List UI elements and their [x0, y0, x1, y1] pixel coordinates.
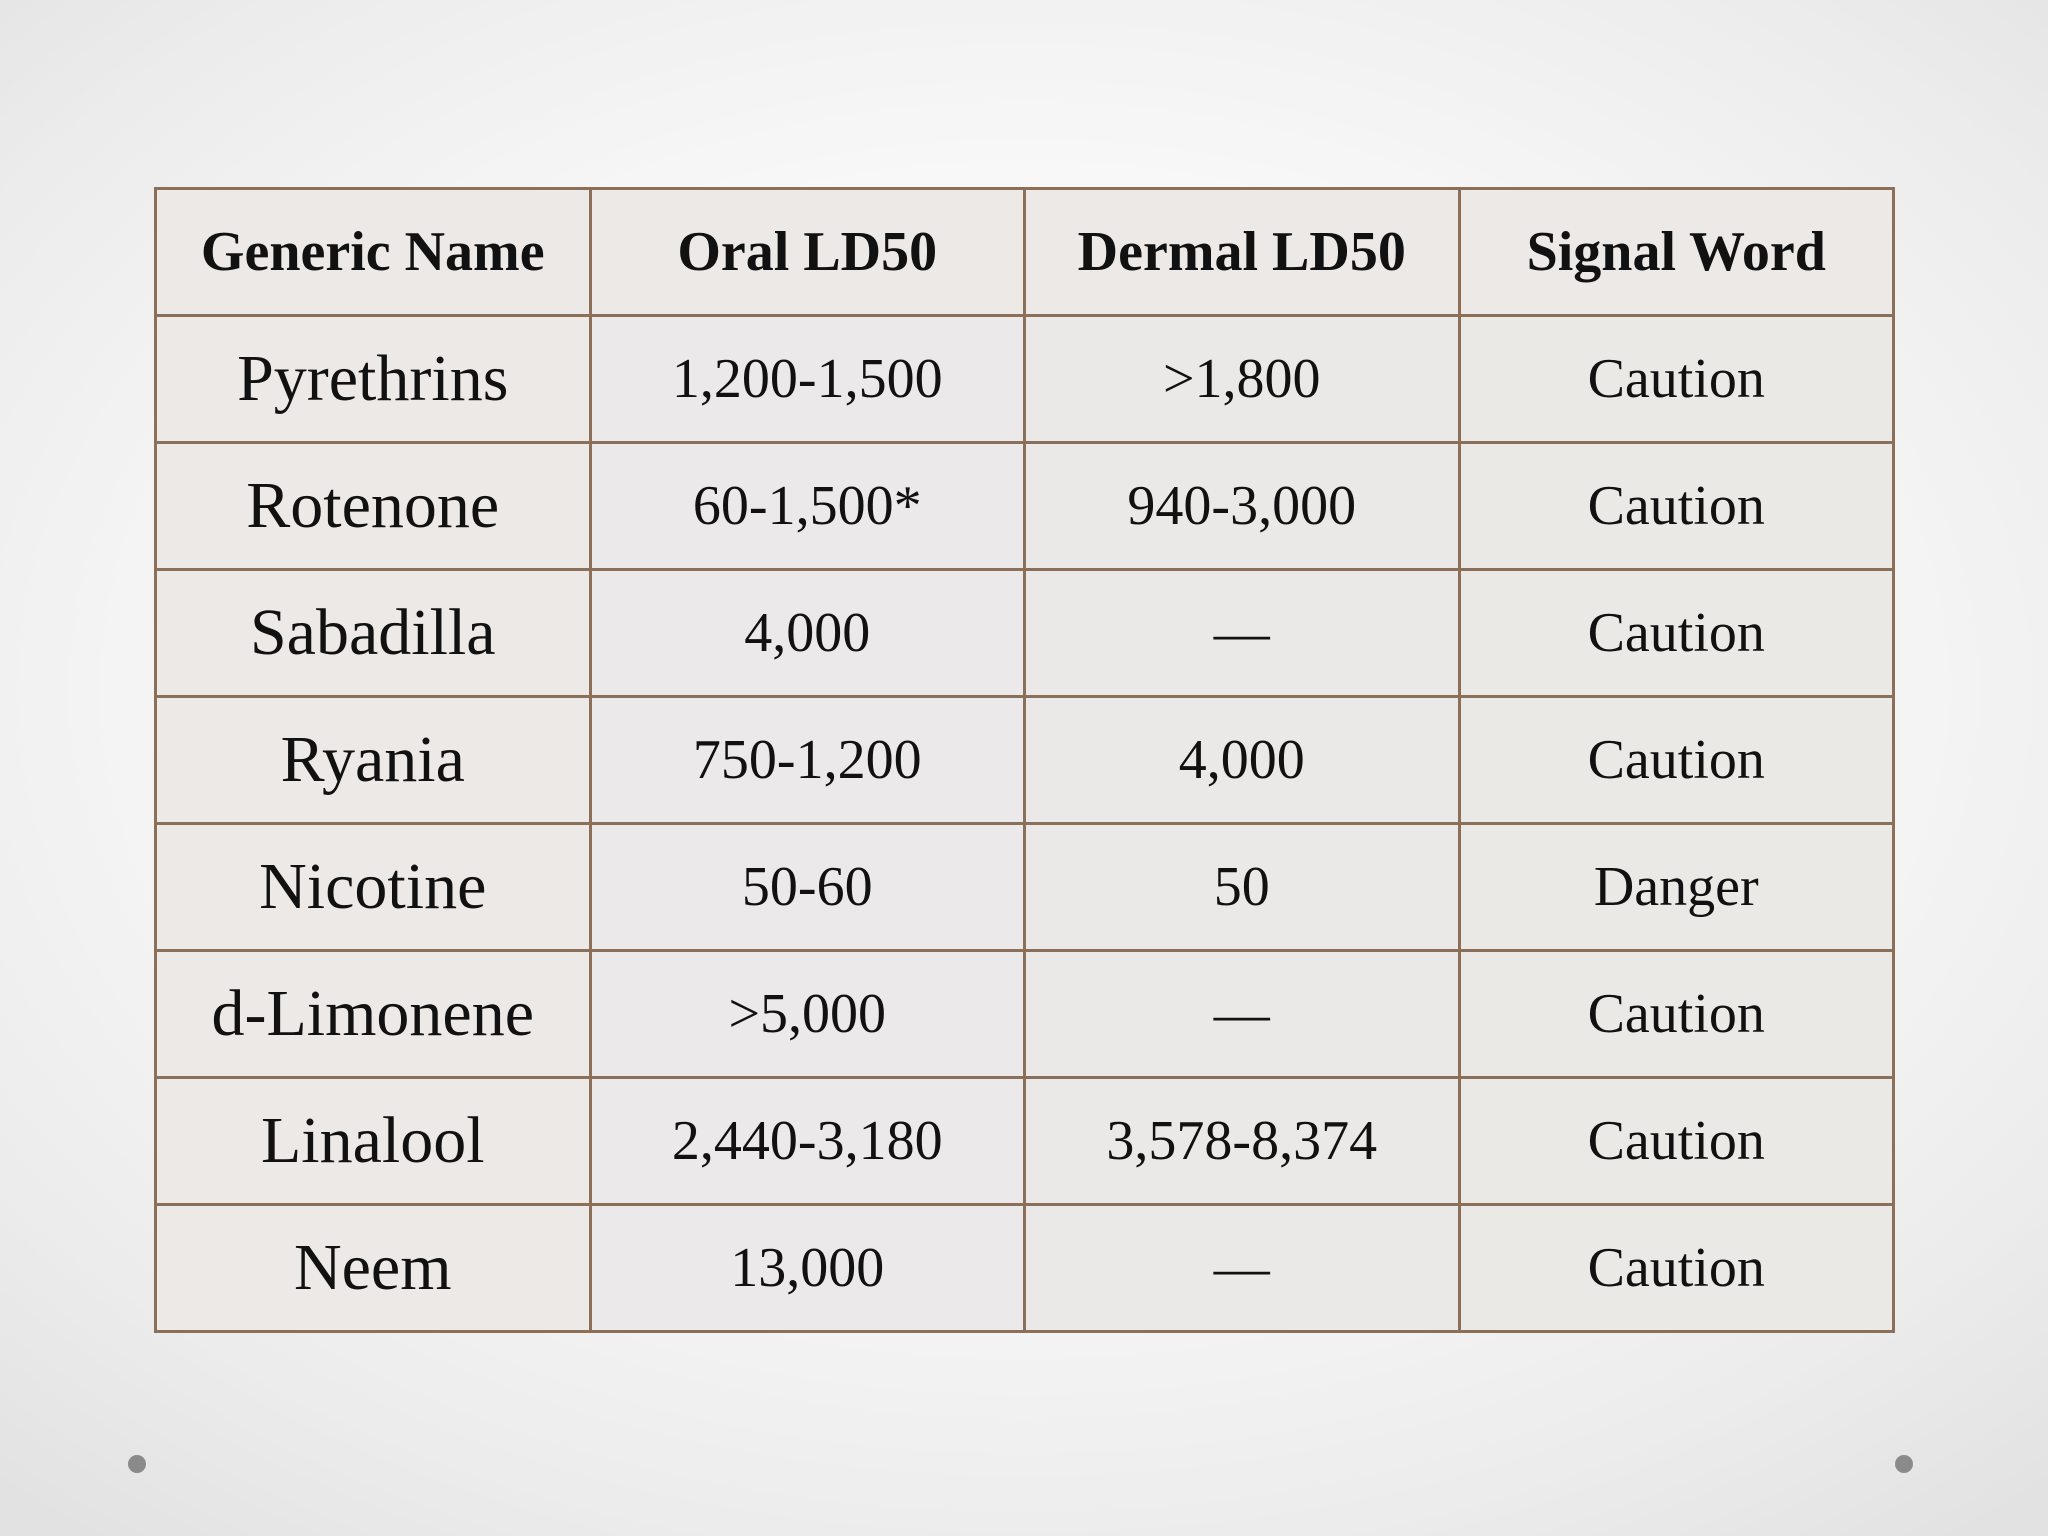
signal-word-cell: Caution [1459, 1205, 1894, 1332]
oral-ld50-cell: 60-1,500* [590, 443, 1025, 570]
dermal-ld50-cell: — [1025, 570, 1460, 697]
signal-word-cell: Caution [1459, 951, 1894, 1078]
generic-name-cell: Sabadilla [156, 570, 591, 697]
dermal-ld50-cell: — [1025, 1205, 1460, 1332]
signal-word-cell: Caution [1459, 443, 1894, 570]
generic-name-cell: Ryania [156, 697, 591, 824]
generic-name-cell: Linalool [156, 1078, 591, 1205]
table-header [156, 189, 1894, 316]
header-signal-word: Signal Word [1459, 189, 1894, 316]
dermal-ld50-cell: — [1025, 951, 1460, 1078]
dermal-ld50-cell: 3,578-8,374 [1025, 1078, 1460, 1205]
table-row [156, 1205, 1894, 1332]
oral-ld50-cell: >5,000 [590, 951, 1025, 1078]
table-row [156, 443, 1894, 570]
signal-word-cell: Caution [1459, 697, 1894, 824]
generic-name-cell: Rotenone [156, 443, 591, 570]
table-row [156, 824, 1894, 951]
dermal-ld50-cell: 50 [1025, 824, 1460, 951]
dermal-ld50-cell: 940-3,000 [1025, 443, 1460, 570]
oral-ld50-cell: 4,000 [590, 570, 1025, 697]
signal-word-cell: Caution [1459, 316, 1894, 443]
table-row [156, 697, 1894, 824]
header-oral-ld50: Oral LD50 [590, 189, 1025, 316]
table-row [156, 951, 1894, 1078]
toxicity-table [154, 187, 1895, 1333]
header-row [156, 189, 1894, 316]
table-row [156, 316, 1894, 443]
generic-name-cell: Pyrethrins [156, 316, 591, 443]
generic-name-cell: d-Limonene [156, 951, 591, 1078]
oral-ld50-cell: 1,200-1,500 [590, 316, 1025, 443]
decorative-dot-left [128, 1455, 146, 1473]
table-row [156, 570, 1894, 697]
signal-word-cell: Caution [1459, 1078, 1894, 1205]
signal-word-cell: Danger [1459, 824, 1894, 951]
generic-name-cell: Nicotine [156, 824, 591, 951]
oral-ld50-cell: 13,000 [590, 1205, 1025, 1332]
oral-ld50-cell: 750-1,200 [590, 697, 1025, 824]
dermal-ld50-cell: >1,800 [1025, 316, 1460, 443]
table-row [156, 1078, 1894, 1205]
oral-ld50-cell: 2,440-3,180 [590, 1078, 1025, 1205]
decorative-dot-right [1895, 1455, 1913, 1473]
signal-word-cell: Caution [1459, 570, 1894, 697]
dermal-ld50-cell: 4,000 [1025, 697, 1460, 824]
header-generic-name: Generic Name [156, 189, 591, 316]
header-dermal-ld50: Dermal LD50 [1025, 189, 1460, 316]
generic-name-cell: Neem [156, 1205, 591, 1332]
table-body [156, 316, 1894, 1332]
oral-ld50-cell: 50-60 [590, 824, 1025, 951]
